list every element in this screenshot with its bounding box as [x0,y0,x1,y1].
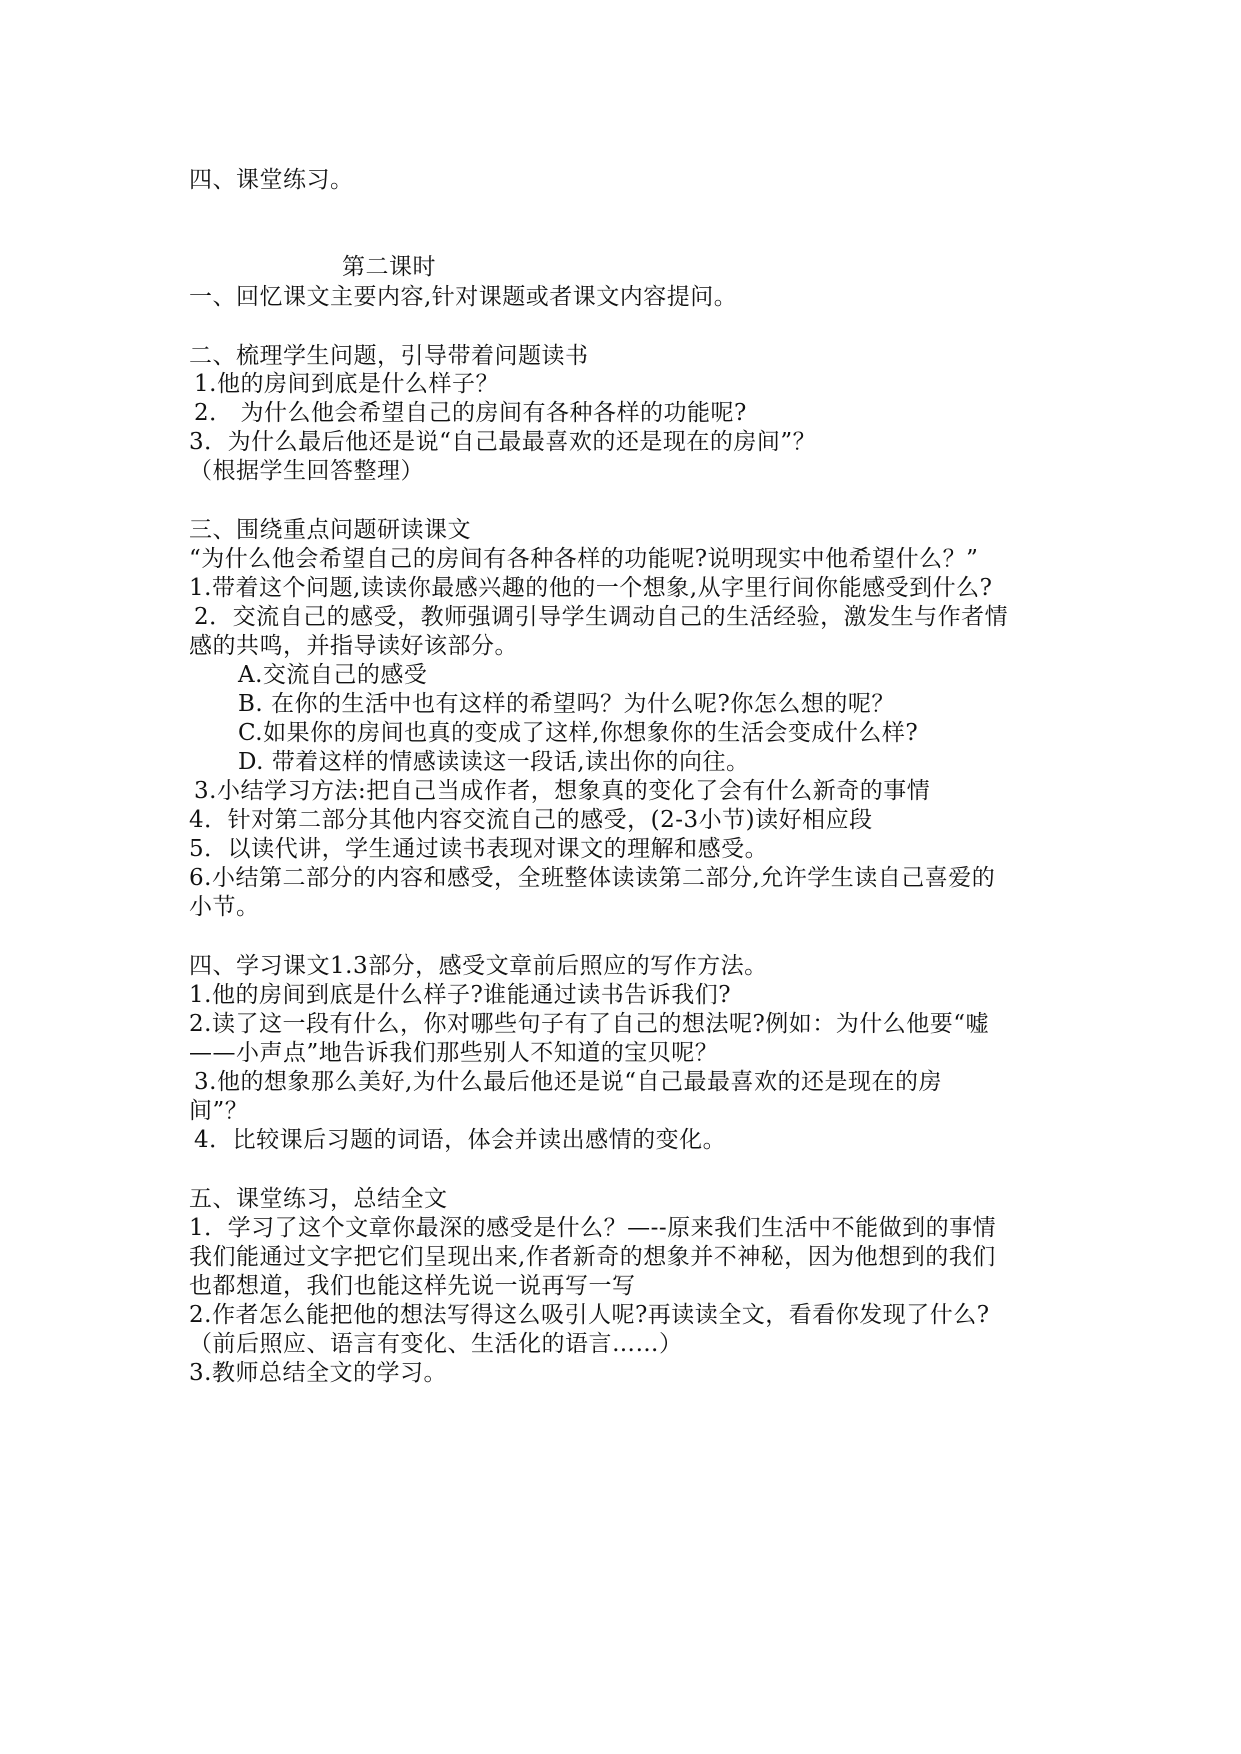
step-5-1-cont: 我们能通过文字把它们呈现出来,作者新奇的想象并不神秘，因为他想到的我们 [189,1244,996,1270]
step-3-6-cont: 小节。 [189,894,260,920]
step-4-3-cont: 间”？ [189,1098,249,1124]
lesson-title: 第二课时 [342,254,436,280]
section-heading-practice: 四、课堂练习。 [189,167,354,193]
question-3: 3．为什么最后他还是说“自己最最喜欢的还是现在的房间”？ [189,429,817,455]
step-5-1-cont2: 也都想道，我们也能这样先说一说再写一写 [189,1273,636,1299]
step-3-2: 2．交流自己的感受，教师强调引导学生调动自己的生活经验，激发生与作者情 [194,604,1009,630]
question-2: 2． 为什么他会希望自己的房间有各种各样的功能呢? [194,400,747,426]
step-3-1: 1.带着这个问题,读读你最感兴趣的他的一个想象,从字里行间你能感受到什么? [189,575,993,601]
sub-item-a: A.交流自己的感受 [238,662,428,688]
step-4-2: 2.读了这一段有什么，你对哪些句子有了自己的想法呢?例如：为什么他要“嘘 [189,1011,990,1037]
sub-item-c: C.如果你的房间也真的变成了这样,你想象你的生活会变成什么样? [238,720,919,746]
section-2-heading: 二、梳理学生问题，引导带着问题读书 [189,343,589,369]
question-1: 1.他的房间到底是什么样子？ [194,371,499,397]
sub-item-b: B. 在你的生活中也有这样的希望吗？为什么呢?你怎么想的呢？ [238,691,895,717]
section-3-heading: 三、围绕重点问题研读课文 [189,517,471,543]
section-1-heading: 一、回忆课文主要内容,针对课题或者课文内容提问。 [189,284,738,310]
section-4-heading: 四、学习课文1.3部分，感受文章前后照应的写作方法。 [189,953,768,979]
step-4-2-cont: ——小声点”地告诉我们那些别人不知道的宝贝呢？ [189,1040,719,1066]
step-5-3: 3.教师总结全文的学习。 [189,1360,447,1386]
step-3-4: 4．针对第二部分其他内容交流自己的感受，(2-3小节)读好相应段 [189,807,873,833]
step-3-2-cont: 感的共鸣，并指导读好该部分。 [189,633,518,659]
step-3-6: 6.小结第二部分的内容和感受，全班整体读读第二部分,允许学生读自己喜爱的 [189,865,996,891]
step-3-3: 3.小结学习方法:把自己当成作者，想象真的变化了会有什么新奇的事情 [194,778,931,804]
step-5-2: 2.作者怎么能把他的想法写得这么吸引人呢?再读读全文，看看你发现了什么? [189,1302,990,1328]
step-3-5: 5．以读代讲，学生通过读书表现对课文的理解和感受。 [189,836,769,862]
key-question-quote: “为什么他会希望自己的房间有各种各样的功能呢?说明现实中他希望什么？” [189,546,979,572]
step-5-2-note: （前后照应、语言有变化、生活化的语言……） [189,1331,683,1357]
sub-item-d: D. 带着这样的情感读读这一段话,读出你的向往。 [238,749,750,775]
question-note: （根据学生回答整理） [189,458,424,484]
step-4-3: 3.他的想象那么美好,为什么最后他还是说“自己最最喜欢的还是现在的房 [194,1069,943,1095]
step-5-1: 1．学习了这个文章你最深的感受是什么？—--原来我们生活中不能做到的事情 [189,1215,997,1241]
step-4-1: 1.他的房间到底是什么样子?谁能通过读书告诉我们? [189,982,732,1008]
step-4-4: 4．比较课后习题的词语，体会并读出感情的变化。 [194,1127,727,1153]
section-5-heading: 五、课堂练习，总结全文 [189,1186,448,1212]
